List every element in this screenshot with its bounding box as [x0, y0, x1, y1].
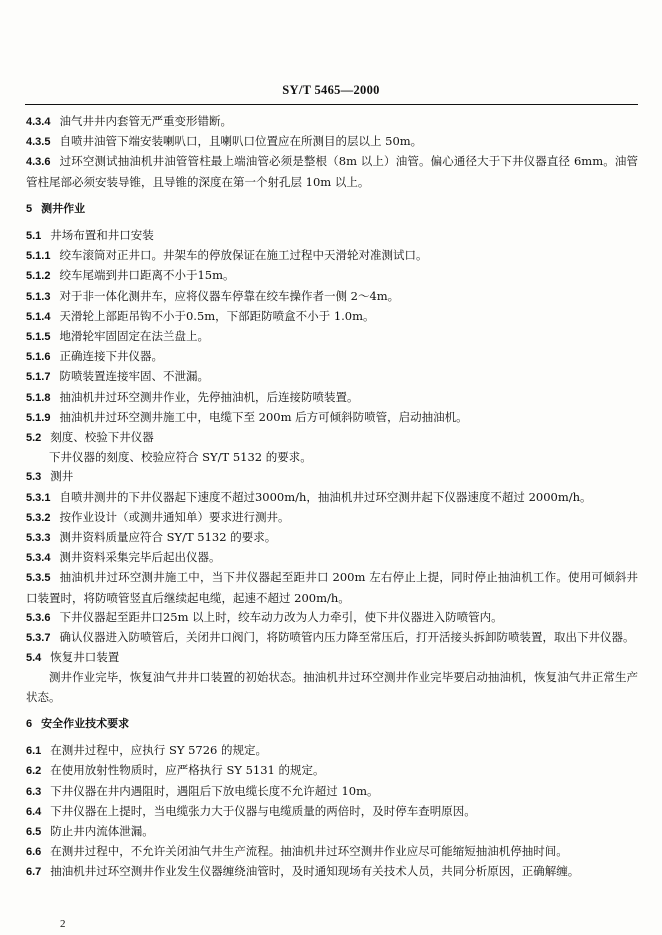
- clause-text: 测井资料质量应符合 SY/T 5132 的要求。: [59, 530, 277, 545]
- clause-number: 5.1.6: [26, 351, 51, 364]
- clause-text: 测井: [50, 469, 74, 484]
- clause-number: 5.4: [26, 652, 42, 665]
- clause-text: 抽油机井过环空测井作业，先停抽油机，后连接防喷装置。: [59, 389, 359, 404]
- clause-item: [26, 842, 638, 862]
- clause-text: 下井仪器在上提时，当电缆张力大于仪器与电缆质量的两倍时，及时停车查明原因。: [50, 803, 476, 818]
- page-number: 2: [60, 918, 66, 930]
- clause-text: 绞车尾端到井口距离不小于15m。: [59, 268, 235, 283]
- clause-text: 在使用放射性物质时，应严格执行 SY 5131 的规定。: [50, 763, 325, 778]
- clause-text: 测井资料采集完毕后起出仪器。: [59, 550, 221, 565]
- clause-number: 5.3.7: [26, 632, 51, 645]
- clause-number: 4.3.5: [26, 136, 51, 149]
- section-heading: [26, 714, 638, 734]
- clause-text: 在测井过程中，应执行 SY 5726 的规定。: [50, 743, 267, 758]
- clause-item: [26, 467, 638, 487]
- clause-item: [26, 226, 638, 246]
- clause-text: 对于非一体化测井车，应将仪器车停靠在绞车操作者一侧 2～4m。: [59, 288, 400, 303]
- clause-number: 5.3: [26, 471, 42, 484]
- clause-number: 5.1.9: [26, 411, 51, 424]
- clause-number: 6.2: [26, 765, 42, 778]
- clause-number: 5.1.1: [26, 250, 51, 263]
- clause-item: [26, 628, 638, 648]
- clause-text: 防喷装置连接牢固、不泄漏。: [59, 369, 209, 384]
- clause-item: [26, 548, 638, 568]
- clause-item: [26, 152, 638, 191]
- clause-text: 抽油机井过环空测井作业发生仪器缠绕油管时，及时通知现场有关技术人员，共同分析原因，正确解缠。: [50, 864, 580, 879]
- clause-number: 5: [26, 202, 33, 215]
- clause-item: [26, 388, 638, 408]
- clause-text: 自喷井测井的下井仪器起下速度不超过3000m/h，抽油机井过环空测井起下仪器速度不超过 2000m/h。: [59, 489, 592, 504]
- clause-text: 测井作业完毕，恢复油气井井口装置的初始状态。抽油机井过环空测井作业完毕要启动抽油机，恢复油气井正常生产状态。: [26, 670, 638, 704]
- clause-text: 油气井井内套管无严重变形错断。: [59, 114, 232, 128]
- clause-number: 6.7: [26, 866, 42, 879]
- clause-number: 5.1.2: [26, 270, 51, 283]
- clause-text: 自喷井油管下端安装喇叭口，且喇叭口位置应在所测目的层以上 50m。: [59, 134, 423, 149]
- clause-number: 4.3.6: [26, 156, 51, 169]
- clause-number: 6.3: [26, 785, 42, 798]
- clause-item: [26, 287, 638, 307]
- clause-number: 6.5: [26, 825, 42, 838]
- clause-number: 5.3.2: [26, 511, 51, 524]
- clause-text: 地滑轮牢固固定在法兰盘上。: [59, 329, 209, 344]
- clause-number: 5.3.4: [26, 552, 51, 565]
- clause-item: [26, 782, 638, 802]
- clause-text: 下井仪器在井内遇阻时，遇阻后下放电缆长度不允许超过 10m。: [50, 783, 379, 798]
- clause-text: 井场布置和井口安装: [50, 228, 154, 243]
- clause-text: 下井仪器起至距井口25m 以上时，绞车动力改为人力牵引，使下井仪器进入防喷管内。: [59, 609, 503, 624]
- clause-text: 绞车滚筒对正井口。井架车的停放保证在施工过程中天滑轮对准测试口。: [59, 248, 428, 263]
- document-header: SY/T 5465—2000: [282, 83, 380, 97]
- clause-item: [26, 327, 638, 347]
- clause-item: [26, 367, 638, 387]
- header-rule: [25, 104, 638, 105]
- clause-number: 6.4: [26, 805, 42, 818]
- clause-number: 6: [26, 717, 33, 730]
- clause-item: [26, 347, 638, 367]
- clause-number: 6.6: [26, 846, 42, 859]
- clause-text: 按作业设计（或测井通知单）要求进行测井。: [59, 509, 290, 524]
- clause-paragraph: [26, 448, 638, 467]
- clause-item: [26, 246, 638, 266]
- clause-text: 正确连接下井仪器。: [59, 349, 163, 364]
- clause-number: 5.1: [26, 230, 42, 243]
- clause-item: [26, 408, 638, 428]
- clause-item: [26, 761, 638, 781]
- clause-item: [26, 822, 638, 842]
- clause-item: [26, 307, 638, 327]
- clause-item: [26, 488, 638, 508]
- clause-text: 恢复井口装置: [50, 650, 120, 665]
- clause-text: 确认仪器进入防喷管后，关闭井口阀门，将防喷管内压力降至常压后，打开活接头拆卸防喷装置，取出下井仪器。: [59, 630, 635, 645]
- clause-number: 6.1: [26, 745, 42, 758]
- clause-number: 5.1.3: [26, 290, 51, 303]
- clause-item: [26, 508, 638, 528]
- clause-number: 5.3.1: [26, 491, 51, 504]
- clause-item: [26, 132, 638, 152]
- clause-item: [26, 528, 638, 548]
- clause-number: 5.3.3: [26, 532, 51, 545]
- clause-item: [26, 568, 638, 607]
- clause-item: [26, 608, 638, 628]
- clause-item: [26, 741, 638, 761]
- clause-number: 5.1.8: [26, 391, 51, 404]
- clause-number: 4.3.4: [26, 116, 51, 128]
- clause-text: 测井作业: [41, 201, 86, 215]
- section-heading: [26, 199, 638, 219]
- clause-text: 下井仪器的刻度、校验应符合 SY/T 5132 的要求。: [49, 450, 312, 465]
- clause-text: 过环空测试抽油机井油管管柱最上端油管必须是整根（8m 以上）油管。偏心通径大于下井仪器直径 6mm。油管管柱尾部必须安装导锥，且导锥的深度在第一个射孔层 10m 以上。: [26, 154, 638, 189]
- clause-item: [26, 862, 638, 882]
- clause-number: 5.3.6: [26, 611, 51, 624]
- clause-number: 5.1.4: [26, 310, 51, 323]
- document-body: [26, 112, 638, 883]
- clause-item: [26, 802, 638, 822]
- clause-text: 抽油机井过环空测井施工中，当下井仪器起至距井口 200m 左右停止上提，同时停止抽油机工作。使用可倾斜井口装置时，将防喷管竖直后继续起电缆，起速不超过 200m/h。: [26, 570, 638, 605]
- clause-number: 5.1.5: [26, 331, 51, 344]
- clause-number: 5.3.5: [26, 572, 51, 585]
- clause-text: 天滑轮上部距吊钩不小于0.5m，下部距防喷盒不小于 1.0m。: [59, 308, 375, 323]
- clause-text: 抽油机井过环空测井施工中，电缆下至 200m 后方可倾斜防喷管，启动抽油机。: [59, 409, 468, 424]
- clause-paragraph: [26, 668, 638, 706]
- clause-number: 5.1.7: [26, 371, 51, 384]
- clause-text: 在测井过程中，不允许关闭油气井生产流程。抽油机井过环空测井作业应尽可能缩短抽油机停抽时间。: [50, 844, 568, 859]
- clause-item: [26, 112, 638, 132]
- clause-number: 5.2: [26, 432, 42, 445]
- clause-text: 安全作业技术要求: [41, 716, 130, 730]
- clause-item: [26, 428, 638, 448]
- clause-text: 防止井内流体泄漏。: [50, 823, 154, 838]
- clause-item: [26, 648, 638, 668]
- clause-text: 刻度、校验下井仪器: [50, 430, 154, 445]
- clause-item: [26, 266, 638, 286]
